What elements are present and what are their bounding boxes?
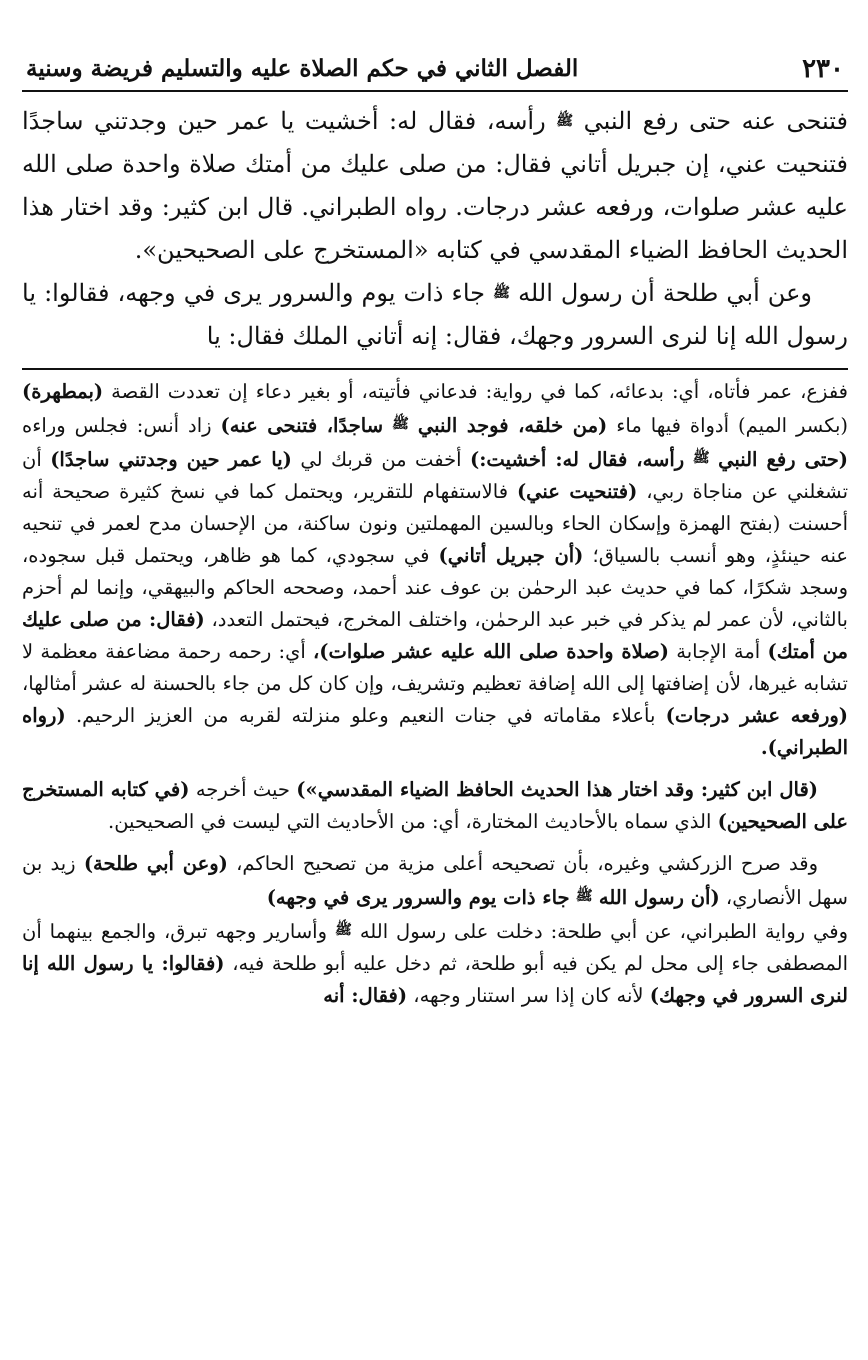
quoted-text: (ورفعه عشر درجات) [665, 704, 849, 727]
footnote-divider [22, 368, 848, 370]
text-run: (بكسر الميم) أدواة فيها ماء [616, 414, 849, 437]
text-run: وفي رواية الطبراني، عن أبي طلحة: دخلت على رسول الله [359, 920, 848, 943]
quoted-text: (وعن أبي طلحة) [83, 852, 228, 875]
text-run: فالاستفهام للتقرير، ويحتمل كما في نسخ كثيرة صحيحة أنه أحسنت (بفتح الهمزة وإسكان الحاء وبالسين المهملتين ونون ساكنة، من الإحسان مدح لعمر في تنحيه عنه حينئذٍ، وهو أنسب بالسياق؛ [22, 480, 849, 567]
quoted-text: (حتى رفع النبي [718, 448, 849, 471]
text-run: جاء ذات يوم والسرور يرى في وجهه، فقالوا: يا رسول الله إنا لنرى السرور وجهك، فقال: إنه أتاني الملك فقال: يا [22, 279, 848, 350]
text-run: أخفت من قربك لي [300, 448, 462, 471]
quoted-text: (فقال: من صلى عليك من أمتك) [22, 608, 848, 663]
quoted-text: (قال ابن كثير: وقد اختار هذا الحديث الحافظ الضياء المقدسي») [296, 778, 819, 801]
quoted-text: جاء ذات يوم والسرور يرى في وجهه) [266, 886, 570, 909]
quoted-text: (في كتابه المستخرج على الصحيحين) [22, 778, 848, 833]
text-run: حيث أخرجه [195, 778, 290, 801]
text-run: أي: رحمه رحمة مضاعفة معظمة لا تشابه غيرها، لأن إضافتها إلى الله إضافة تعظيم وتشريف، وإن كان كل من جاء بالحسنة له عشر أمثالها، [22, 640, 848, 695]
commentary-paragraph [22, 848, 848, 1012]
text-run: بأعلاء مقاماته في جنات النعيم وعلو منزلته لقربه من العزيز الرحيم. [75, 704, 656, 727]
honorific-glyph: ﷺ [334, 922, 352, 938]
main-text [22, 100, 848, 358]
quoted-text: رأسه، فقال له: أخشيت:) [470, 448, 685, 471]
quoted-text: (رواه الطبراني). [22, 704, 848, 759]
chapter-title: الفصل الثاني في حكم الصلاة عليه والتسليم فريضة وسنية [26, 55, 579, 82]
text-run: ففزع، عمر فأتاه، أي: بدعائه، كما في رواية: فدعاني فأتيته، أو بغير دعاء إن تعددت القصة [111, 380, 848, 403]
quoted-text: (أن جبريل أتاني) [438, 544, 584, 567]
text-run: في سجودي، كما هو ظاهر، ويحتمل قبل سجوده، وسجد شكرًا، كما في حديث عبد الرحمٰن بن عوف عند أحمد، وصححه الحاكم والبيهقي، وإنما لم أحزم بالثاني، لأن عمر لم يذكر في خبر عبد الرحمٰن، واختلف المخرج، فيحتمل التعدد، [22, 544, 848, 631]
quoted-text: (فتنحيت عني) [516, 480, 638, 503]
text-run: وقد صرح الزركشي وغيره، بأن تصحيحه أعلى مزية من تصحيح الحاكم، [236, 852, 818, 875]
quoted-text: (فقال: أنه [323, 984, 408, 1007]
text-run: لأنه كان إذا سر استنار وجهه، [413, 984, 644, 1007]
text-run: وعن أبي طلحة أن رسول الله [518, 279, 812, 307]
text-run: أمة الإجابة [676, 640, 761, 663]
commentary-paragraph [22, 774, 848, 838]
honorific-glyph: ﷺ [575, 888, 593, 904]
text-run: فتنحى عنه حتى رفع النبي [583, 107, 848, 135]
main-paragraph [22, 272, 848, 358]
commentary-paragraph [22, 376, 848, 764]
honorific-glyph: ﷺ [692, 450, 710, 466]
quoted-text: (أن رسول الله [598, 886, 720, 909]
text-run: أن تشغلني عن مناجاة ربي، [22, 448, 849, 503]
quoted-text: (فقالوا: يا رسول الله إنا لنرى السرور في وجهك) [22, 952, 848, 1007]
page-number: ٢٣٠ [802, 54, 844, 84]
quoted-text: (بمطهرة) [22, 380, 104, 403]
book-page [22, 50, 848, 1022]
honorific-glyph: ﷺ [493, 285, 510, 301]
text-run: رأسه، فقال له: أخشيت يا عمر حين وجدتني ساجدًا فتنحيت عني، إن جبريل أتاني فقال: من صلى عليك من أمتك صلاة واحدة صلى الله عليه عشر صلوات، ورفعه عشر درجات. رواه الطبراني. قال ابن كثير: وقد اختار هذا الحديث الحافظ الضياء المقدسي في كتابه «المستخرج على الصحيحين». [22, 107, 848, 264]
quoted-text: (يا عمر حين وجدتني ساجدًا) [50, 448, 292, 471]
text-run: زيد بن سهل الأنصاري، [22, 852, 848, 909]
main-paragraph [22, 100, 848, 272]
page-header [22, 50, 848, 92]
quoted-text: ساجدًا، فتنحى عنه) [220, 414, 384, 437]
commentary [22, 376, 848, 1012]
text-run: زاد أنس: فجلس وراءه [22, 414, 212, 437]
honorific-glyph: ﷺ [556, 113, 574, 129]
quoted-text: (من خلقه، فوجد النبي [417, 414, 608, 437]
quoted-text: (صلاة واحدة صلى الله عليه عشر صلوات)، [312, 640, 670, 663]
honorific-glyph: ﷺ [392, 416, 409, 432]
text-run: الذي سماه بالأحاديث المختارة، أي: من الأحاديث التي ليست في الصحيحين. [108, 810, 712, 833]
text-run: وأسارير وجهه تبرق، والجمع بينهما أن المصطفى جاء إلى محل لم يكن فيه أبو طلحة، ثم دخل عليه أبو طلحة فيه، [22, 920, 849, 975]
